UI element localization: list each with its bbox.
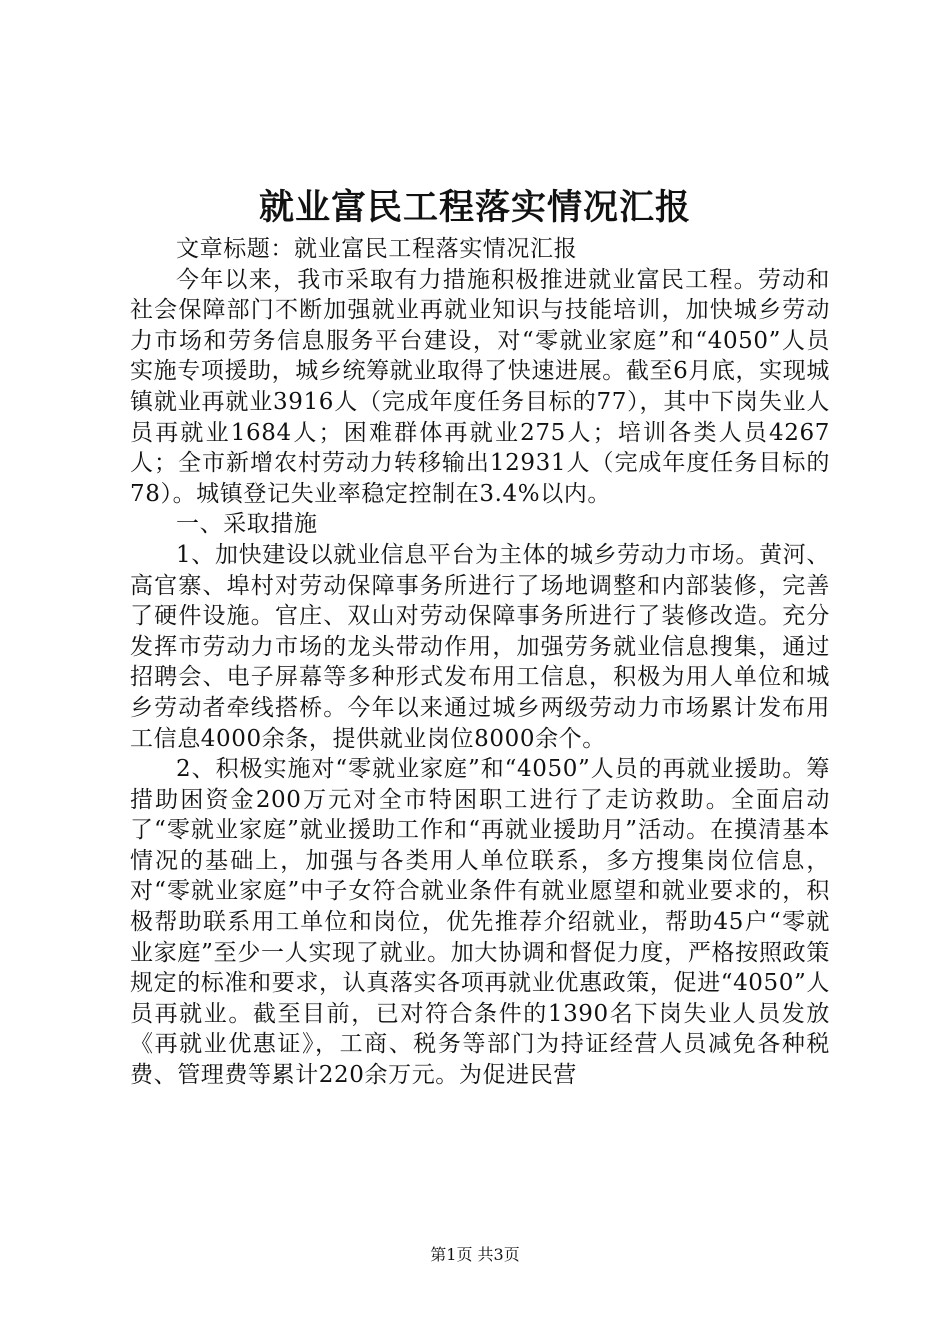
paragraph-measure-2: 2、积极实施对“零就业家庭”和“4050”人员的再就业援助。筹措助困资金200万元对全市特困职工进行了走访救助。全面启动了“零就业家庭”就业援助工作和“再就业援助月”活动。在摸清基本情况的基础上，加强与各类用人单位联系，多方搜集岗位信息，对“零就业家庭”中子女符合就业条件有就业愿望和就业要求的，积极帮助联系用工单位和岗位，优先推荐介绍就业，帮助45户“零就业家庭”至少一人实现了就业。加大协调和督促力度，严格按照政策规定的标准和要求，认真落实各项再就业优惠政策，促进“4050”人员再就业。截至目前，已对符合条件的1390名下岗失业人员发放《再就业优惠证》，工商、税务等部门为持证经营人员减免各种税费、管理费等累计220余万元。为促进民营: [130, 756, 830, 1089]
page-footer: 第1页 共3页: [430, 1245, 520, 1264]
document-title: 就业富民工程落实情况汇报: [258, 187, 691, 228]
document-body: [130, 234, 830, 1091]
paragraph-intro: 今年以来，我市采取有力措施积极推进就业富民工程。劳动和社会保障部门不断加强就业再就业知识与技能培训，加快城乡劳动力市场和劳务信息服务平台建设，对“零就业家庭”和“4050”人员实施专项援助，城乡统筹就业取得了快速进展。截至6月底，实现城镇就业再就业3916人（完成年度任务目标的77），其中下岗失业人员再就业1684人；困难群体再就业275人；培训各类人员4267人；全市新增农村劳动力转移输出12931人（完成年度任务目标的78）。城镇登记失业率稳定控制在3.4%以内。: [130, 266, 830, 507]
section-heading-measures: 一、采取措施: [176, 511, 318, 538]
paragraph-article-title: 文章标题：就业富民工程落实情况汇报: [176, 236, 578, 262]
paragraph-measure-1: 1、加快建设以就业信息平台为主体的城乡劳动力市场。黄河、高官寨、埠村对劳动保障事务所进行了场地调整和内部装修，完善了硬件设施。官庄、双山对劳动保障事务所进行了装修改造。充分发挥市劳动力市场的龙头带动作用，加强劳务就业信息搜集，通过招聘会、电子屏幕等多种形式发布用工信息，积极为用人单位和城乡劳动者牵线搭桥。今年以来通过城乡两级劳动力市场累计发布用工信息4000余条，提供就业岗位8000余个。: [130, 541, 830, 752]
